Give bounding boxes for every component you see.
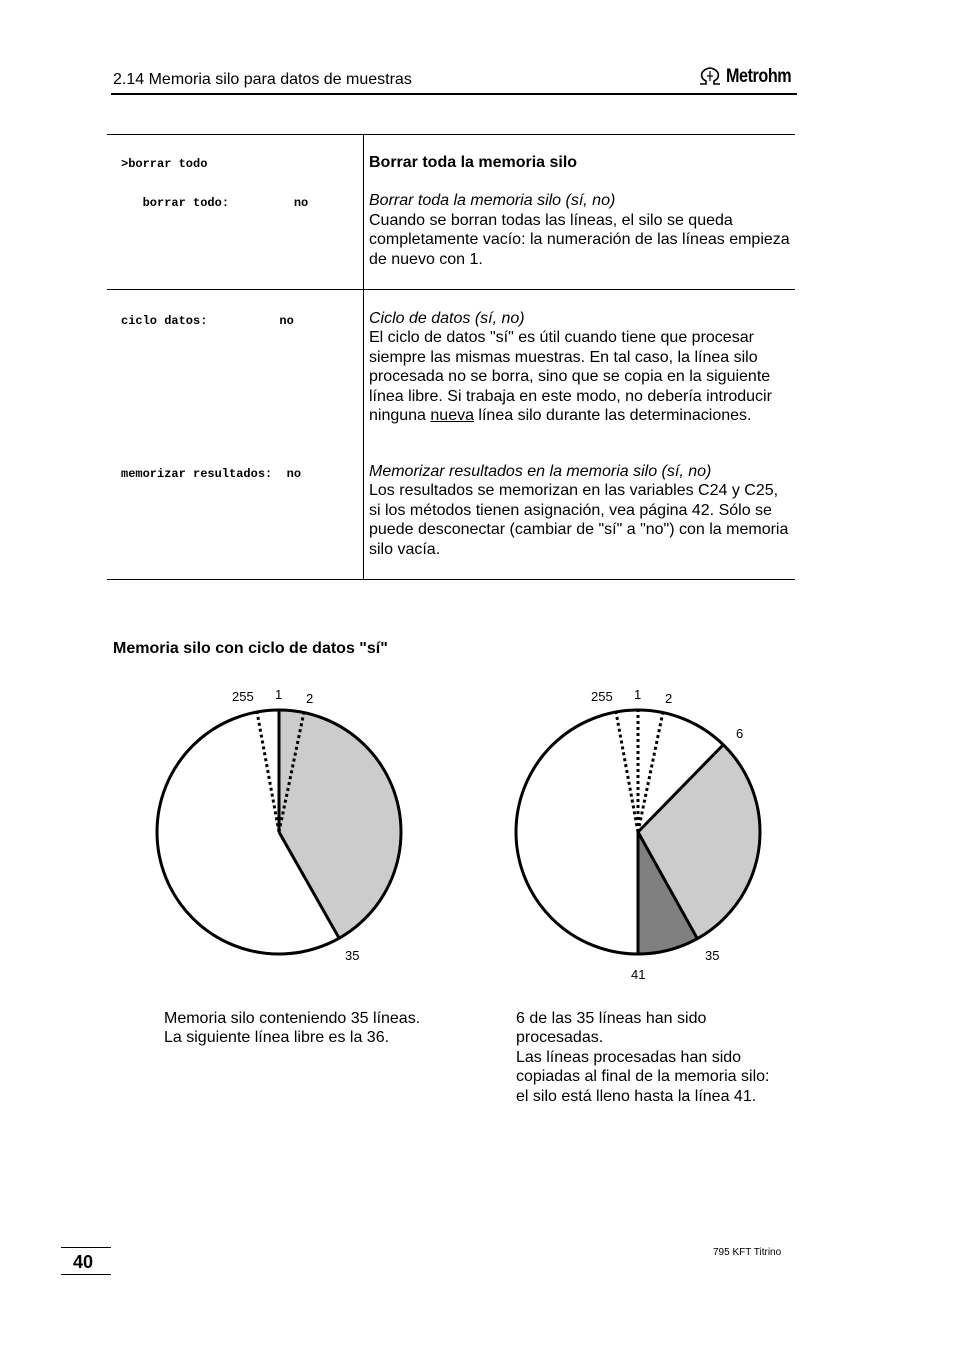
screen-text-borrar-todo-value: borrar todo: no — [121, 196, 309, 210]
right-label-35: 35 — [705, 948, 720, 963]
screen-text-borrar-todo: >borrar todo — [121, 157, 208, 171]
left-used-sector — [279, 710, 401, 938]
row2-text1-part1: El ciclo de datos "sí" es útil cuando tiene que procesar siempre las mismas muestras. En tal caso, la línea silo procesada no se borra, sino que se copia en la siguiente línea libre. Si trabaja en este modo, no debería introducir ninguna — [369, 329, 772, 425]
left-label-2: 2 — [306, 691, 314, 706]
page-number: 40 — [73, 1252, 94, 1272]
right-caption-line3: Las líneas procesadas han sido — [516, 1048, 742, 1066]
right-dotted-255 — [616, 712, 638, 832]
right-label-255: 255 — [591, 689, 613, 704]
row2-param1: Ciclo de datos (sí, no) — [369, 310, 525, 327]
left-label-1: 1 — [275, 687, 283, 702]
diagram-left — [157, 710, 401, 954]
section-header-title: 2.14 Memoria silo para datos de muestras — [113, 71, 412, 88]
diagram-right — [516, 710, 760, 954]
right-label-6: 6 — [736, 726, 744, 741]
row1-text: Cuando se borran todas las líneas, el silo se queda completamente vacío: la numeración de las líneas empieza de nuevo con 1. — [369, 211, 790, 268]
right-label-1: 1 — [634, 687, 642, 702]
left-caption-line2: La siguiente línea libre es la 36. — [164, 1029, 390, 1047]
footer-rule-bottom — [61, 1274, 111, 1275]
right-label-2: 2 — [665, 691, 673, 706]
right-caption-line1: 6 de las 35 líneas han sido — [516, 1010, 707, 1027]
footer-product-name: 795 KFT Titrino — [713, 1247, 782, 1258]
screen-text-memorizar-resultados: memorizar resultados: no — [121, 467, 302, 481]
right-caption-line5: el silo está lleno hasta la línea 41. — [516, 1087, 757, 1105]
row2-text1-part2: línea silo durante las determinaciones. — [473, 407, 752, 425]
row2-param2: Memorizar resultados en la memoria silo (sí, no) — [369, 463, 712, 480]
row2-text2: Los resultados se memorizan en las variables C24 y C25, si los métodos tienen asignación, vea página 42. Sólo se puede desconectar (cambiar de "sí" a "no") con la memoria silo vacía. — [369, 482, 789, 558]
left-label-35: 35 — [345, 948, 360, 963]
row1-param: Borrar toda la memoria silo (sí, no) — [369, 192, 616, 210]
row2-text1-underlined: nueva — [430, 407, 474, 425]
right-caption-line2: procesadas. — [516, 1029, 604, 1047]
left-caption — [164, 1009, 420, 1048]
right-label-41: 41 — [631, 967, 646, 982]
screen-text-ciclo-datos: ciclo datos: no — [121, 314, 294, 328]
row1-heading: Borrar toda la memoria silo — [369, 154, 578, 171]
left-label-255: 255 — [232, 689, 254, 704]
right-caption — [516, 1009, 769, 1106]
logo-text: Metrohm — [726, 66, 792, 87]
left-dotted-255 — [257, 712, 279, 832]
diagram-section-title: Memoria silo con ciclo de datos "sí" — [113, 640, 388, 657]
right-caption-line4: copiadas al final de la memoria silo: — [516, 1068, 770, 1086]
footer-rule-top — [61, 1247, 111, 1248]
left-caption-line1: Memoria silo conteniendo 35 líneas. — [164, 1010, 421, 1027]
